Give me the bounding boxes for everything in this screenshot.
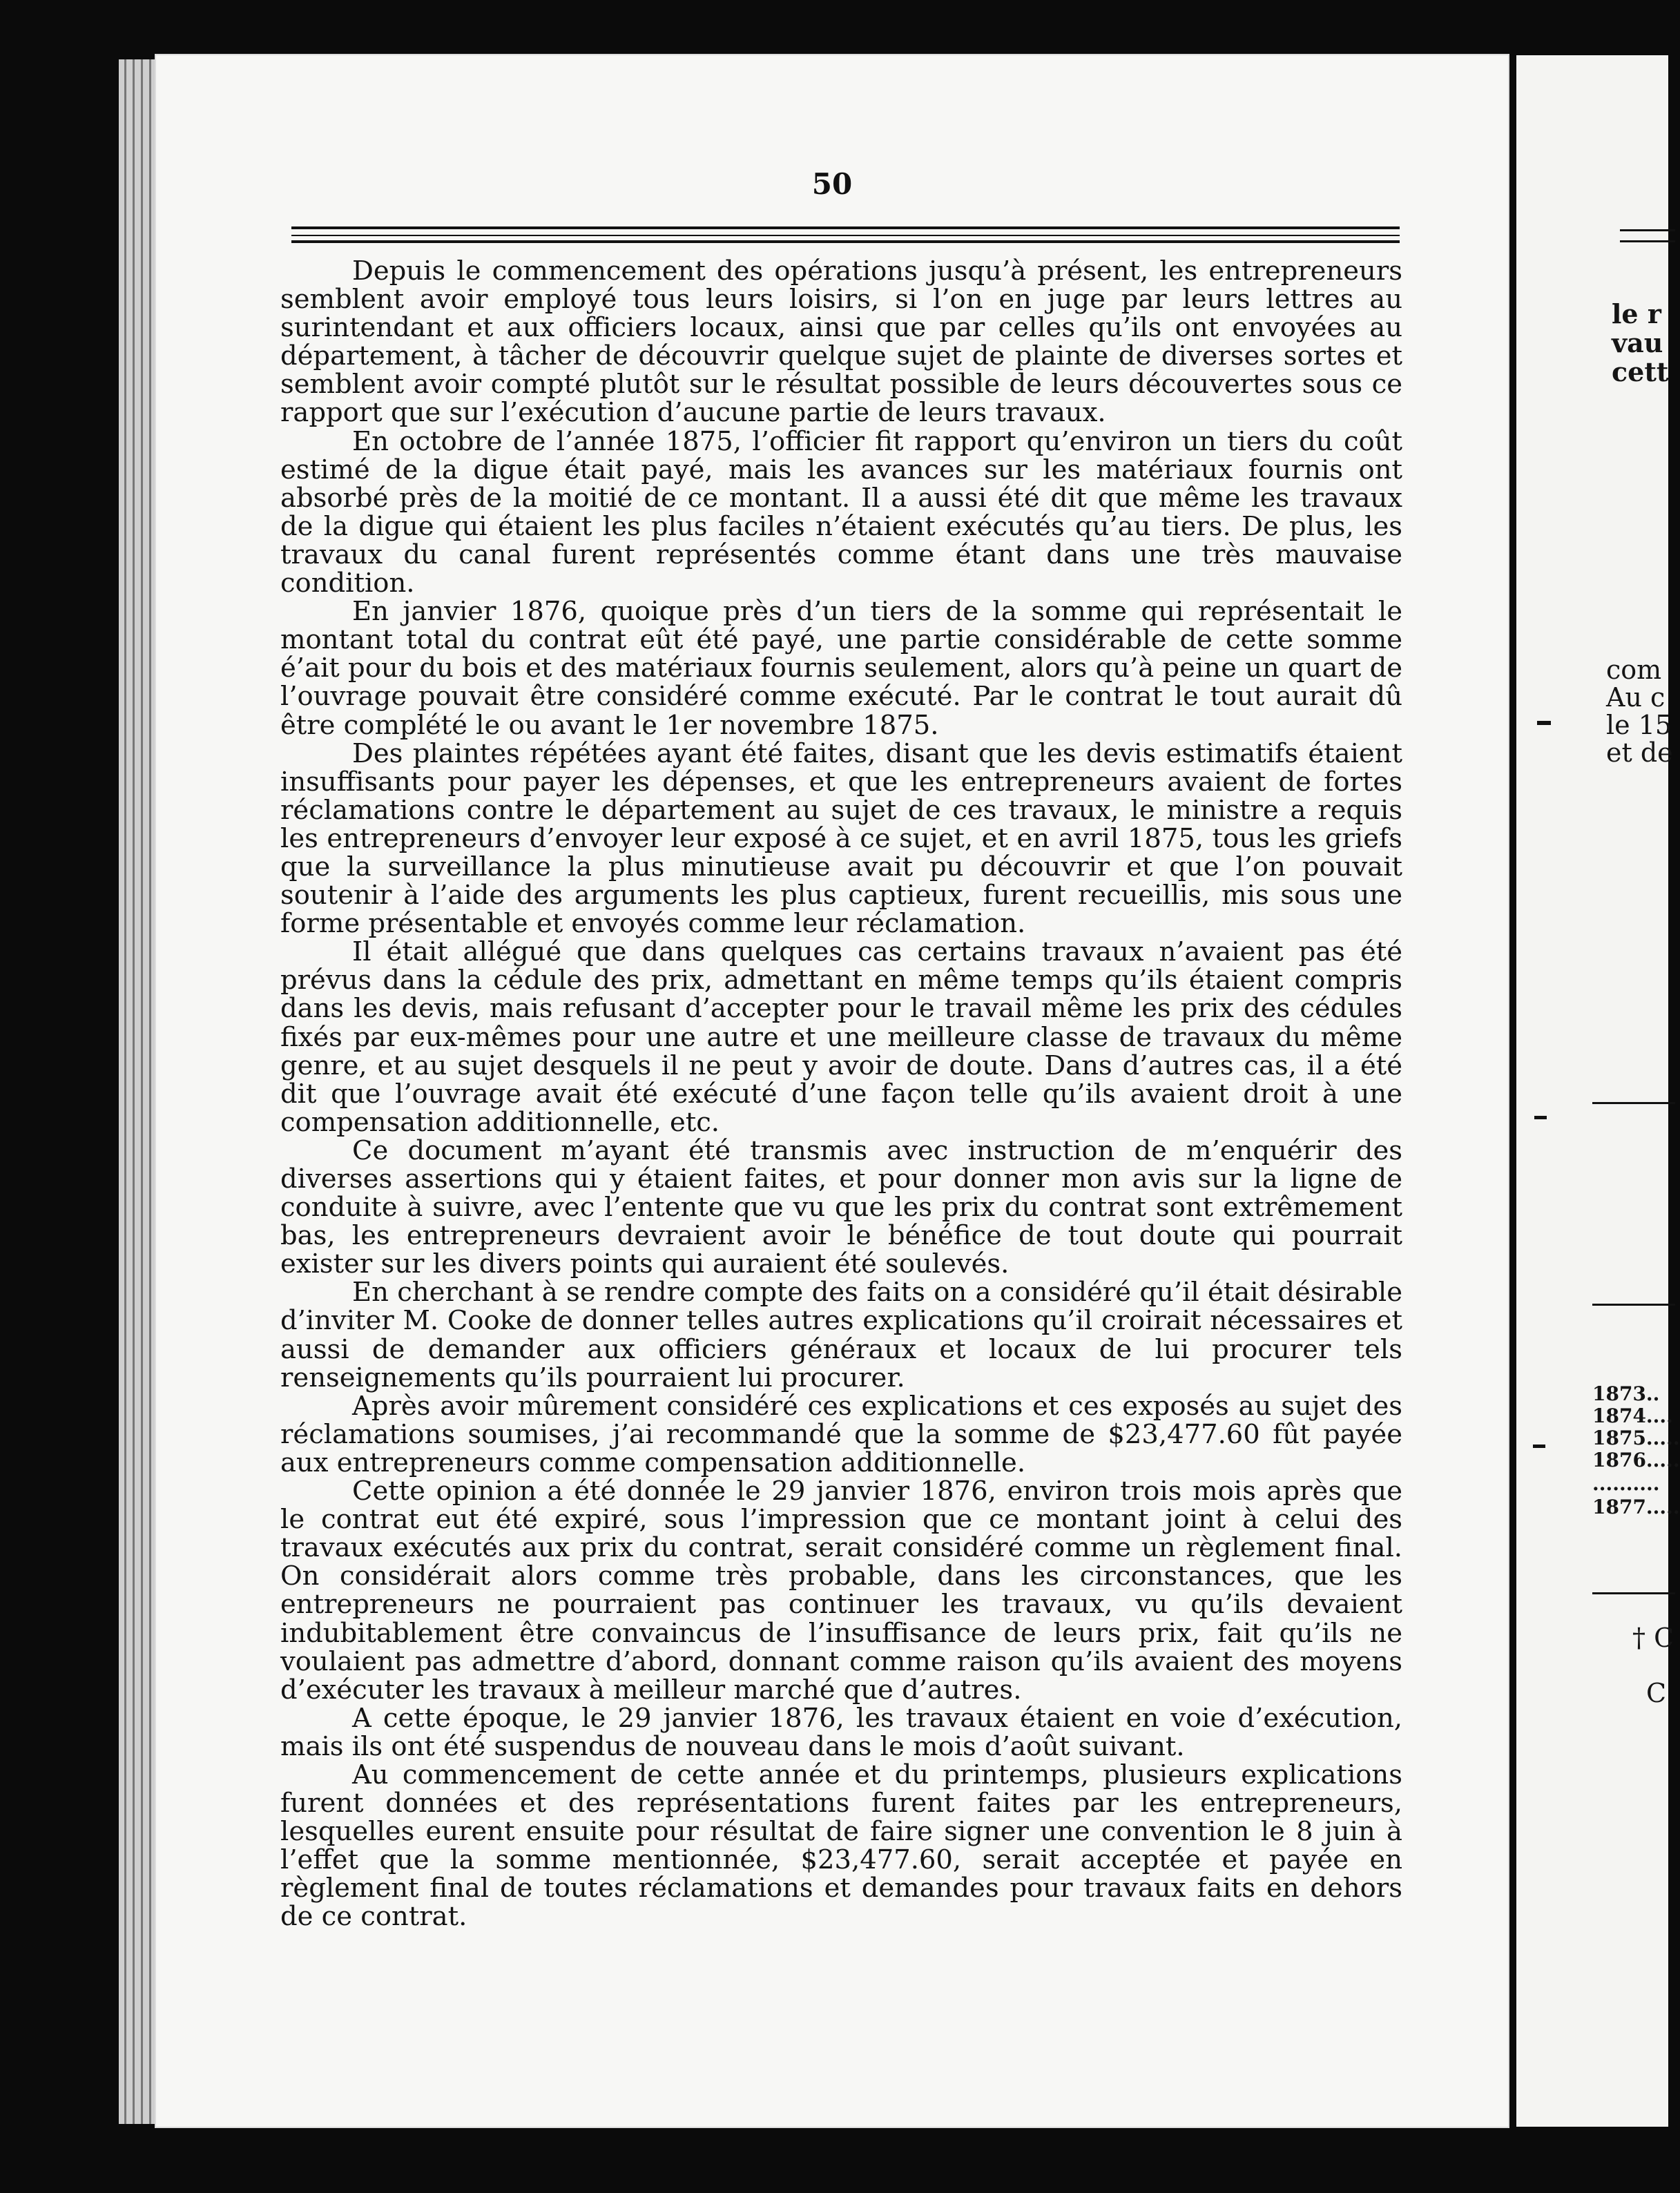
facing-line: le 15 — [1606, 710, 1672, 740]
facing-year: 1877..... — [1592, 1496, 1680, 1518]
facing-footnote: † C — [1632, 1623, 1674, 1653]
facing-line: Au c — [1606, 682, 1665, 713]
margin-mark — [1537, 721, 1551, 725]
paragraph: Au commencement de cette année et du printemps, plusieurs explications furent données et des représentations furent faites par les entrepreneurs, lesquelles eurent ensuite pour résultat de faire signer une convention le 8 juin à l’effet que la somme mentionnée, $23,477.60, serait acceptée et payée en règlement final de toutes réclamations et demandes pour travaux faits en dehors de ce contrat. — [280, 1759, 1402, 1933]
facing-year: 1873.. — [1592, 1382, 1660, 1405]
header-rule-thin — [291, 235, 1400, 236]
paragraph: Ce document m’ayant été transmis avec instruction de m’enquérir des diverses assertions qui y étaient faites, et pour donner mon avis sur la ligne de conduite à suivre, avec l’entente que vu que les prix du contrat sont extrêmement bas, les entrepreneurs devraient avoir le bénéfice de tout doute qui pourrait exister sur les divers points qui auraient été soulevés. — [280, 1134, 1402, 1280]
paragraph: Des plaintes répétées ayant été faites, disant que les devis estimatifs étaient insuffisants pour payer les dépenses, et que les entrepreneurs avaient de fortes réclamations contre le département au sujet de ces travaux, le ministre a requis les entrepreneurs d’envoyer leur exposé à ce sujet, et en avril 1875, tous les griefs que la surveillance la plus minutieuse avait pu découvrir et que l’on pouvait soutenir à l’aide des arguments les plus captieux, furent recueillis, mis sous une forme présentable et envoyés comme leur réclamation. — [280, 737, 1402, 940]
document-page — [156, 55, 1508, 2127]
facing-rule — [1620, 229, 1675, 231]
facing-year: .......... — [1592, 1472, 1660, 1495]
facing-line: com — [1606, 655, 1662, 685]
paragraph: En octobre de l’année 1875, l’officier fit rapport qu’environ un tiers du coût estimé de la digue était payé, mais les avances sur les matériaux fournis ont absorbé près de la moitié de ce montant. Il a aussi été dit que même les travaux de la digue qui étaient les plus faciles n’étaient exécutés qu’au tiers. De plus, les travaux du canal furent représentés comme étant dans une très mauvaise condition. — [280, 425, 1402, 599]
facing-year: 1874.... — [1592, 1404, 1673, 1427]
paragraph: Il était allégué que dans quelques cas certains travaux n’avaient pas été prévus dans la cédule des prix, admettant en même temps qu’ils étaient compris dans les devis, mais refusant d’accepter pour le travail même les prix des cédules fixés par eux-mêmes pour une autre et une meilleure classe de travaux du même genre, et au sujet desquels il ne peut y avoir de doute. Dans d’autres cas, il a été dit que l’ouvrage avait été exécuté d’une façon telle qu’ils avaient droit à une compensation additionnelle, etc. — [280, 936, 1402, 1138]
page-edge-stack — [119, 59, 160, 2124]
paragraph: Après avoir mûrement considéré ces explications et ces exposés au sujet des réclamations soumises, j’ai recommandé que la somme de $23,477.60 fût payée aux entrepreneurs comme compensation additionnelle. — [280, 1390, 1402, 1478]
paragraph: A cette époque, le 29 janvier 1876, les travaux étaient en voie d’exécution, mais ils ont été suspendus de nouveau dans le mois d’août suivant. — [280, 1702, 1402, 1762]
header-rule — [291, 226, 1400, 229]
paragraph: Cette opinion a été donnée le 29 janvier 1876, environ trois mois après que le contrat eut été expiré, sous l’impression que ce montant joint à celui des travaux exécutés aux prix du contrat, serait considéré comme un règlement final. On considérait alors comme très probable, dans les circonstances, que les entrepreneurs ne pourraient pas continuer les travaux, vu qu’ils devaient indubitablement être convaincus de l’insuffisance de leurs prix, fait qu’ils ne voulaient pas admettre d’abord, donnant comme raison qu’ils avaient des moyens d’exécuter les travaux à meilleur marché que d’autres. — [280, 1476, 1402, 1706]
facing-footnote: C — [1646, 1678, 1667, 1708]
body-text — [280, 257, 1402, 1931]
paragraph: En cherchant à se rendre compte des faits on a considéré qu’il était désirable d’inviter M. Cooke de donner telles autres explications qu’il croirait nécessaires et aussi de demander aux officiers généraux et locaux de lui procurer tels renseignements qu’ils pourraient lui procurer. — [280, 1277, 1402, 1393]
facing-year: 1875..... — [1592, 1427, 1680, 1449]
paragraph: En janvier 1876, quoique près d’un tiers de la somme qui représentait le montant total du contrat eût été payé, une partie considérable de cette somme é’ait pour du bois et des matériaux fournis seulement, alors qu’à peine un quart de l’ouvrage pouvait être considéré comme exécuté. Par le contrat le tout aurait dû être complété le ou avant le 1er novembre 1875. — [280, 596, 1402, 741]
facing-line: le r — [1612, 298, 1661, 329]
facing-line: cett — [1612, 356, 1669, 387]
facing-line: et de — [1606, 737, 1673, 768]
facing-rule — [1592, 1592, 1675, 1594]
margin-mark — [1533, 1445, 1545, 1448]
facing-line: vau — [1612, 327, 1663, 358]
header-rule-bottom — [291, 240, 1400, 243]
facing-page — [1516, 55, 1680, 2127]
facing-rule — [1592, 1304, 1675, 1306]
facing-rule — [1592, 1102, 1675, 1104]
margin-mark — [1534, 1116, 1547, 1119]
facing-rule — [1620, 240, 1675, 242]
paragraph: Depuis le commencement des opérations jusqu’à présent, les entrepreneurs semblent avoir employé tous leurs loisirs, si l’on en juge par leurs lettres au surintendant et aux officiers locaux, ainsi que par celles qu’ils ont envoyées au département, à tâcher de découvrir quelque sujet de plainte de diverses sortes et semblent avoir compté plutôt sur le résultat possible de leurs découvertes sous ce rapport que sur l’exécution d’aucune partie de leurs travaux. — [280, 255, 1402, 429]
facing-year: 1876..... — [1592, 1449, 1680, 1471]
page-number: 50 — [811, 167, 853, 201]
